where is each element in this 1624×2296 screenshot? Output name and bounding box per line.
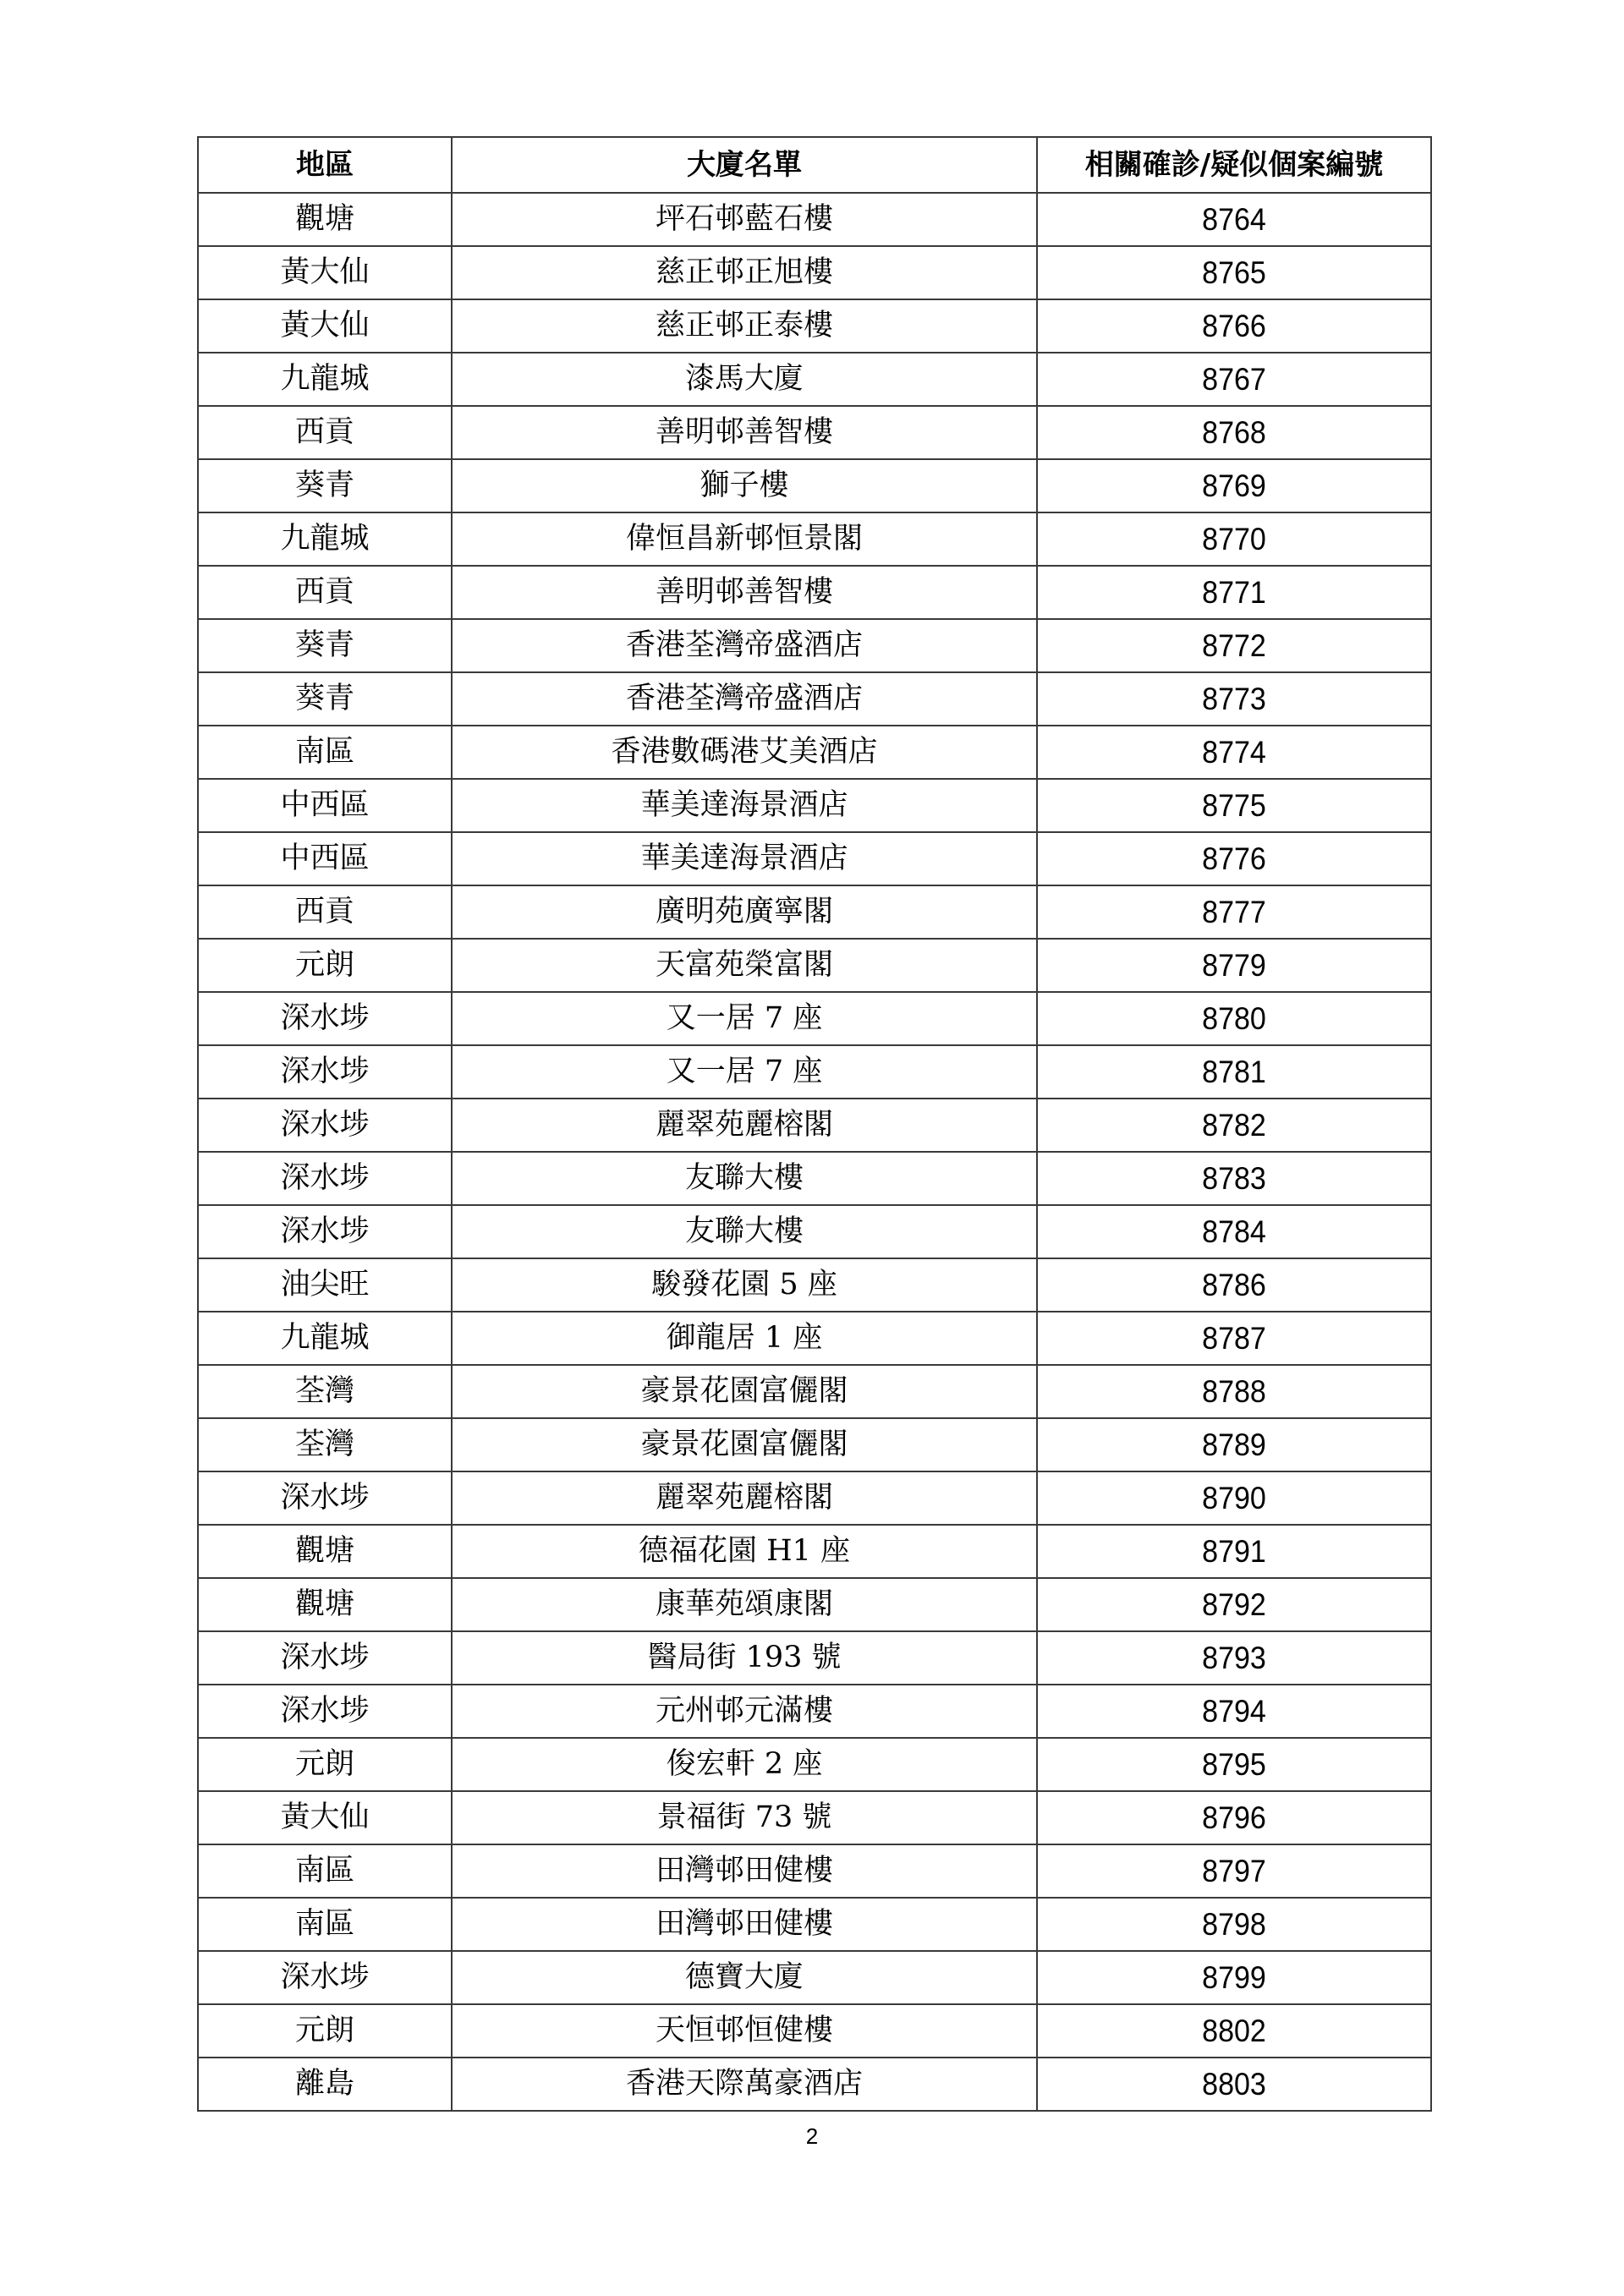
district-cell: 黃大仙 <box>198 299 452 353</box>
table-row <box>198 1898 1431 1951</box>
case-number-cell: 8802 <box>1053 2004 1416 2058</box>
building-cell: 偉恒昌新邨恒景閣 <box>452 512 1037 566</box>
building-cell: 慈正邨正旭樓 <box>452 246 1037 299</box>
building-cell: 善明邨善智樓 <box>452 406 1037 459</box>
case-number-cell: 8794 <box>1053 1685 1416 1738</box>
table-row <box>198 619 1431 672</box>
district-cell: 元朗 <box>198 939 452 992</box>
table-row <box>198 1578 1431 1631</box>
district-cell: 油尖旺 <box>198 1258 452 1312</box>
case-number-cell: 8798 <box>1053 1898 1416 1951</box>
district-cell: 深水埗 <box>198 1045 452 1099</box>
table-row <box>198 353 1431 406</box>
case-number-cell: 8787 <box>1053 1312 1416 1365</box>
case-number-cell: 8786 <box>1053 1258 1416 1312</box>
case-number-cell: 8771 <box>1053 566 1416 619</box>
header-building: 大廈名單 <box>452 137 1037 193</box>
district-cell: 元朗 <box>198 2004 452 2058</box>
case-number-cell: 8781 <box>1053 1045 1416 1099</box>
district-cell: 深水埗 <box>198 1471 452 1525</box>
building-cell: 元州邨元滿樓 <box>452 1685 1037 1738</box>
building-cell: 友聯大樓 <box>452 1152 1037 1205</box>
header-case-numbers: 相關確診/疑似個案編號 <box>1037 137 1431 193</box>
table-row <box>198 1525 1431 1578</box>
building-cell: 德福花園 H1 座 <box>452 1525 1037 1578</box>
case-number-cell: 8782 <box>1053 1099 1416 1152</box>
table-row <box>198 193 1431 246</box>
case-number-cell: 8779 <box>1053 939 1416 992</box>
district-cell: 深水埗 <box>198 1152 452 1205</box>
building-cell: 麗翠苑麗榕閣 <box>452 1099 1037 1152</box>
table-row <box>198 566 1431 619</box>
case-number-cell: 8797 <box>1053 1844 1416 1898</box>
building-cell: 香港荃灣帝盛酒店 <box>452 672 1037 726</box>
building-cell: 德寶大廈 <box>452 1951 1037 2004</box>
building-cell: 豪景花園富儷閣 <box>452 1365 1037 1418</box>
case-number-cell: 8780 <box>1053 992 1416 1045</box>
district-cell: 深水埗 <box>198 1631 452 1685</box>
table-row <box>198 1685 1431 1738</box>
building-cell: 景福街 73 號 <box>452 1791 1037 1844</box>
table-row <box>198 1631 1431 1685</box>
case-number-cell: 8772 <box>1053 619 1416 672</box>
case-number-cell: 8767 <box>1053 353 1416 406</box>
building-cell: 香港數碼港艾美酒店 <box>452 726 1037 779</box>
district-cell: 西貢 <box>198 885 452 939</box>
case-number-cell: 8799 <box>1053 1951 1416 2004</box>
table-row <box>198 779 1431 832</box>
district-cell: 西貢 <box>198 406 452 459</box>
case-number-cell: 8793 <box>1053 1631 1416 1685</box>
district-cell: 深水埗 <box>198 1951 452 2004</box>
case-number-cell: 8770 <box>1053 512 1416 566</box>
table-row <box>198 992 1431 1045</box>
district-cell: 深水埗 <box>198 992 452 1045</box>
table-row <box>198 1738 1431 1791</box>
table-row <box>198 406 1431 459</box>
table-row <box>198 1365 1431 1418</box>
table-row <box>198 1418 1431 1471</box>
header-row <box>198 137 1431 193</box>
page-number: 2 <box>805 2123 819 2149</box>
case-number-cell: 8790 <box>1053 1471 1416 1525</box>
building-cell: 廣明苑廣寧閣 <box>452 885 1037 939</box>
table-row <box>198 1258 1431 1312</box>
district-cell: 葵青 <box>198 619 452 672</box>
building-cell: 香港天際萬豪酒店 <box>452 2058 1037 2111</box>
case-number-cell: 8803 <box>1053 2058 1416 2111</box>
building-cell: 駿發花園 5 座 <box>452 1258 1037 1312</box>
table-row <box>198 1844 1431 1898</box>
building-cell: 醫局街 193 號 <box>452 1631 1037 1685</box>
table-row <box>198 2058 1431 2111</box>
table-row <box>198 885 1431 939</box>
table-row <box>198 939 1431 992</box>
building-cell: 坪石邨藍石樓 <box>452 193 1037 246</box>
district-cell: 南區 <box>198 1844 452 1898</box>
table-row <box>198 1312 1431 1365</box>
case-number-cell: 8783 <box>1053 1152 1416 1205</box>
building-list-table <box>197 136 1432 2112</box>
district-cell: 九龍城 <box>198 353 452 406</box>
table-row <box>198 1045 1431 1099</box>
district-cell: 觀塘 <box>198 1525 452 1578</box>
district-cell: 葵青 <box>198 672 452 726</box>
building-cell: 俊宏軒 2 座 <box>452 1738 1037 1791</box>
district-cell: 觀塘 <box>198 1578 452 1631</box>
table-body <box>198 193 1431 2111</box>
case-number-cell: 8777 <box>1053 885 1416 939</box>
table-row <box>198 726 1431 779</box>
district-cell: 中西區 <box>198 832 452 885</box>
building-cell: 又一居 7 座 <box>452 992 1037 1045</box>
district-cell: 荃灣 <box>198 1418 452 1471</box>
district-cell: 九龍城 <box>198 1312 452 1365</box>
table-row <box>198 246 1431 299</box>
table-row <box>198 299 1431 353</box>
district-cell: 葵青 <box>198 459 452 512</box>
building-cell: 豪景花園富儷閣 <box>452 1418 1037 1471</box>
table-row <box>198 672 1431 726</box>
building-cell: 御龍居 1 座 <box>452 1312 1037 1365</box>
district-cell: 元朗 <box>198 1738 452 1791</box>
district-cell: 黃大仙 <box>198 246 452 299</box>
district-cell: 九龍城 <box>198 512 452 566</box>
table-row <box>198 1791 1431 1844</box>
district-cell: 深水埗 <box>198 1099 452 1152</box>
building-cell: 康華苑頌康閣 <box>452 1578 1037 1631</box>
case-number-cell: 8776 <box>1053 832 1416 885</box>
table-row <box>198 512 1431 566</box>
case-number-cell: 8765 <box>1053 246 1416 299</box>
case-number-cell: 8769 <box>1053 459 1416 512</box>
building-cell: 漆馬大廈 <box>452 353 1037 406</box>
building-cell: 友聯大樓 <box>452 1205 1037 1258</box>
building-cell: 香港荃灣帝盛酒店 <box>452 619 1037 672</box>
building-cell: 天恒邨恒健樓 <box>452 2004 1037 2058</box>
building-cell: 華美達海景酒店 <box>452 832 1037 885</box>
table-row <box>198 1951 1431 2004</box>
case-number-cell: 8764 <box>1053 193 1416 246</box>
district-cell: 中西區 <box>198 779 452 832</box>
district-cell: 荃灣 <box>198 1365 452 1418</box>
district-cell: 觀塘 <box>198 193 452 246</box>
case-number-cell: 8774 <box>1053 726 1416 779</box>
table-row <box>198 459 1431 512</box>
district-cell: 南區 <box>198 726 452 779</box>
case-number-cell: 8788 <box>1053 1365 1416 1418</box>
building-cell: 又一居 7 座 <box>452 1045 1037 1099</box>
case-number-cell: 8773 <box>1053 672 1416 726</box>
case-number-cell: 8768 <box>1053 406 1416 459</box>
table-row <box>198 1205 1431 1258</box>
district-cell: 深水埗 <box>198 1685 452 1738</box>
case-number-cell: 8784 <box>1053 1205 1416 1258</box>
building-cell: 華美達海景酒店 <box>452 779 1037 832</box>
building-cell: 慈正邨正泰樓 <box>452 299 1037 353</box>
header-district: 地區 <box>198 137 452 193</box>
table-row <box>198 2004 1431 2058</box>
district-cell: 西貢 <box>198 566 452 619</box>
table-header <box>198 137 1431 193</box>
case-number-cell: 8791 <box>1053 1525 1416 1578</box>
building-cell: 麗翠苑麗榕閣 <box>452 1471 1037 1525</box>
case-number-cell: 8792 <box>1053 1578 1416 1631</box>
building-cell: 獅子樓 <box>452 459 1037 512</box>
building-cell: 田灣邨田健樓 <box>452 1898 1037 1951</box>
case-number-cell: 8775 <box>1053 779 1416 832</box>
table-row <box>198 1099 1431 1152</box>
case-number-cell: 8789 <box>1053 1418 1416 1471</box>
building-cell: 善明邨善智樓 <box>452 566 1037 619</box>
district-cell: 黃大仙 <box>198 1791 452 1844</box>
case-number-cell: 8766 <box>1053 299 1416 353</box>
case-number-cell: 8795 <box>1053 1738 1416 1791</box>
building-cell: 田灣邨田健樓 <box>452 1844 1037 1898</box>
district-cell: 南區 <box>198 1898 452 1951</box>
district-cell: 深水埗 <box>198 1205 452 1258</box>
building-cell: 天富苑榮富閣 <box>452 939 1037 992</box>
table-row <box>198 832 1431 885</box>
table-row <box>198 1152 1431 1205</box>
case-number-cell: 8796 <box>1053 1791 1416 1844</box>
district-cell: 離島 <box>198 2058 452 2111</box>
table-row <box>198 1471 1431 1525</box>
